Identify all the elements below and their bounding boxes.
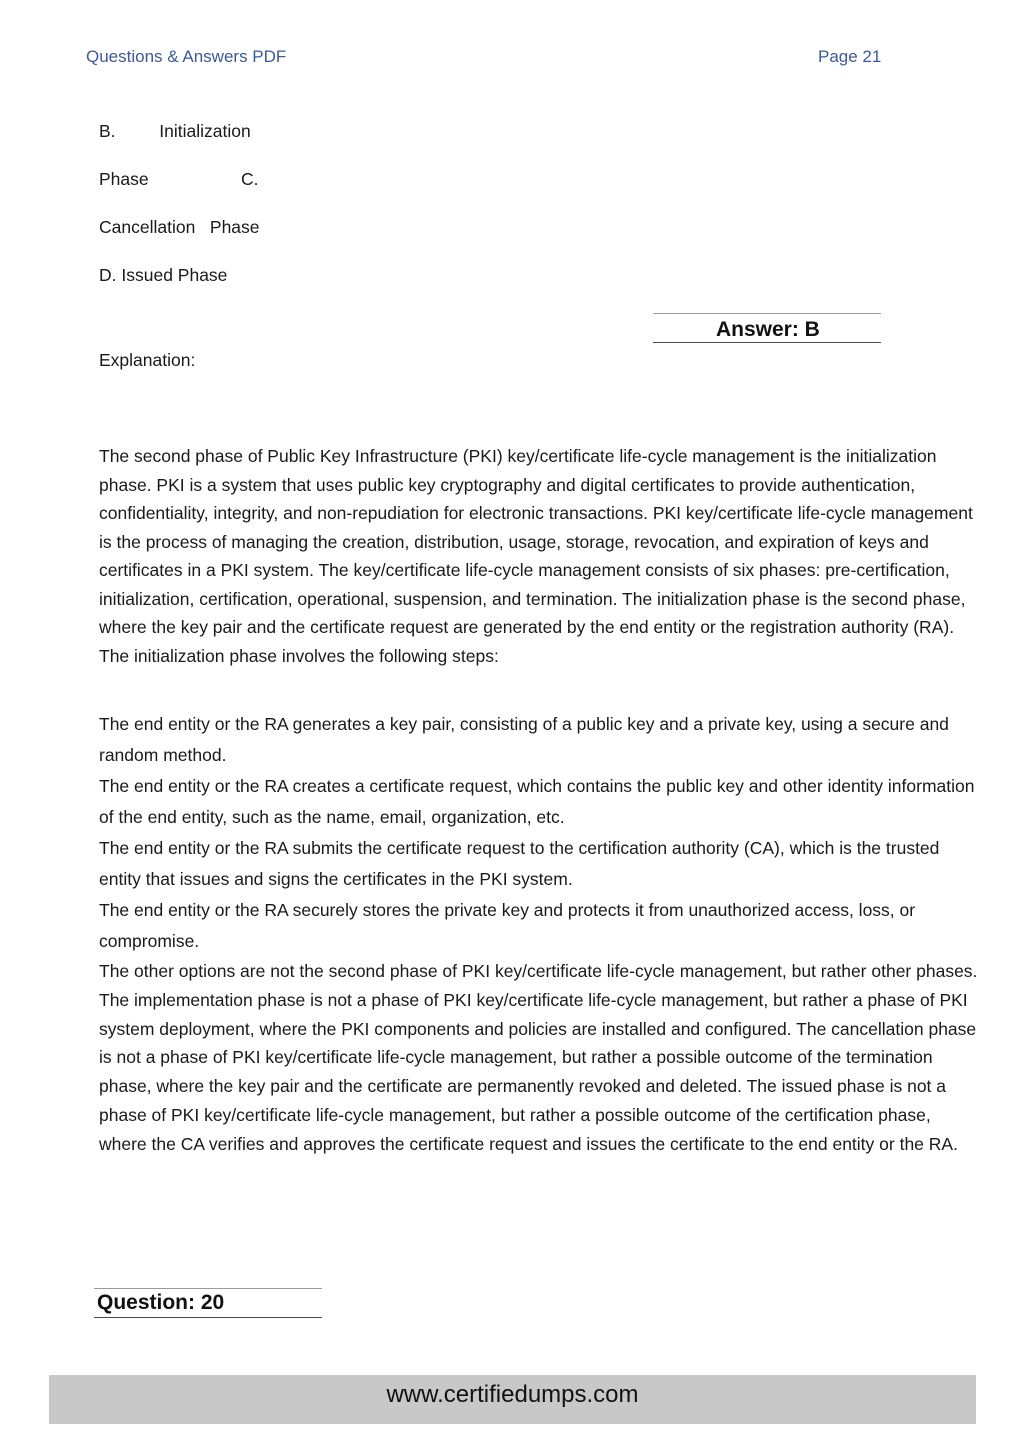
list-item: The end entity or the RA generates a key pair, consisting of a public key and a private key, using a secure and random method. bbox=[99, 714, 949, 765]
page-number: Page 21 bbox=[818, 47, 882, 66]
list-item: The end entity or the RA submits the certificate request to the certification authority (CA), which is the trusted entity that issues and signs the certificates in the PKI system. bbox=[99, 838, 940, 889]
list-item: The end entity or the RA securely stores the private key and protects it from unauthorized access, loss, or compromise. bbox=[99, 900, 916, 951]
answer-rule bbox=[653, 313, 881, 314]
option-line: Cancellation Phase bbox=[99, 217, 260, 237]
question-underline bbox=[94, 1317, 322, 1318]
option-line: Phase C. bbox=[99, 169, 259, 189]
header-title: Questions & Answers PDF bbox=[86, 47, 287, 66]
footer-bar bbox=[49, 1375, 976, 1424]
footer-url[interactable]: www.certifiedumps.com bbox=[386, 1381, 639, 1408]
explanation-paragraph-2: The other options are not the second phase of PKI key/certificate life-cycle management, but rather other phases. The implementation phase is not a phase of PKI key/certificate life-cycle management, but rather a phase of PKI system deployment, where the PKI components and policies are installed and configured. The cancellation phase is not a phase of PKI key/certificate life-cycle management, but rather a possible outcome of the termination phase, where the key pair and the certificate are permanently revoked and deleted. The issued phase is not a phase of PKI key/certificate life-cycle management, but rather a possible outcome of the certification phase, where the CA verifies and approves the certificate request and issues the certificate to the end entity or the RA. bbox=[99, 961, 978, 1154]
steps-list bbox=[99, 709, 979, 957]
explanation-paragraph: The second phase of Public Key Infrastructure (PKI) key/certificate life-cycle management is the initialization phase. PKI is a system that uses public key cryptography and digital certificates to provide authentication, confidentiality, integrity, and non-repudiation for electronic transactions. PKI key/certificate life-cycle management is the process of managing the creation, distribution, usage, storage, revocation, and expiration of keys and certificates in a PKI system. The key/certificate life-cycle management consists of six phases: pre-certification, initialization, certification, operational, suspension, and termination. The initialization phase is the second phase, where the key pair and the certificate request are generated by the end entity or the registration authority (RA). The initialization phase involves the following steps: bbox=[99, 446, 973, 666]
option-line: D. Issued Phase bbox=[99, 265, 228, 285]
explanation-label: Explanation: bbox=[99, 350, 196, 370]
list-item: The end entity or the RA creates a certificate request, which contains the public key and other identity information of the end entity, such as the name, email, organization, etc. bbox=[99, 776, 975, 827]
question-rule bbox=[94, 1288, 322, 1289]
answer-label: Answer: B bbox=[716, 318, 820, 341]
question-label: Question: 20 bbox=[97, 1291, 225, 1314]
option-line: B. Initialization bbox=[99, 121, 251, 141]
